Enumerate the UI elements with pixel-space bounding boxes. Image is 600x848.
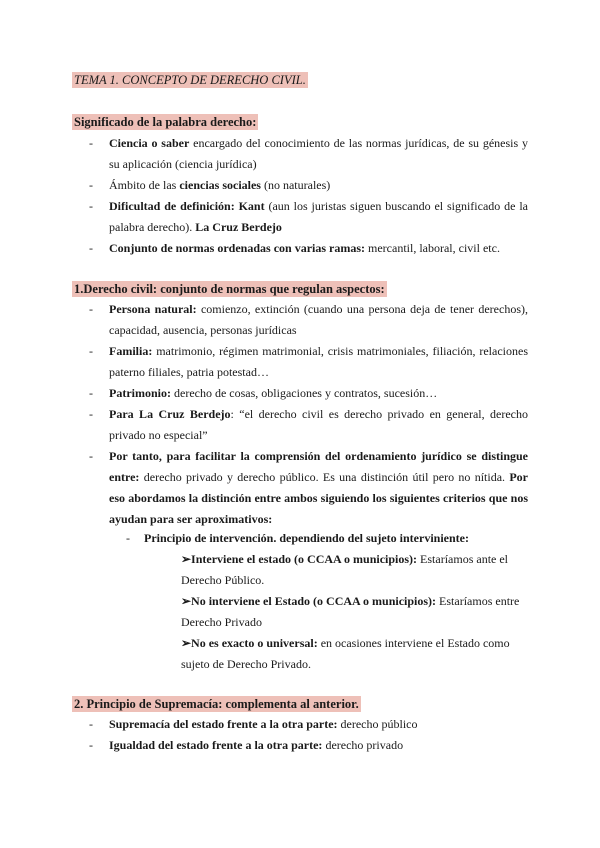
list-item: - Igualdad del estado frente a la otra parte: derecho privado [89, 738, 404, 752]
section-heading-significado: Significado de la palabra derecho: [74, 115, 257, 129]
list-item: - Por tanto, para facilitar la comprensión del ordenamiento jurídico se distingue entre: derecho privado y derecho público. Es una distinción útil pero no nítida. Por eso abordamos la distinción entre ambos siguiendo los siguientes criterios que nos ayudan para ser aproximativos: [89, 449, 528, 526]
page-title: TEMA 1. CONCEPTO DE DERECHO CIVIL. [74, 73, 306, 87]
section-heading-supremacia: 2. Principio de Supremacía: complementa al anterior. [74, 697, 359, 711]
list-item: - Familia: matrimonio, régimen matrimonial, crisis matrimoniales, filiación, relaciones paterno filiales, patria potestad… [89, 344, 528, 379]
list-item: - Ciencia o saber encargado del conocimiento de las normas jurídicas, de su génesis y su aplicación (ciencia jurídica) [89, 136, 528, 171]
section-heading-derecho-civil: 1.Derecho civil: conjunto de normas que regulan aspectos: [74, 282, 385, 296]
list-item: - Para La Cruz Berdejo: “el derecho civil es derecho privado en general, derecho privado no especial” [89, 407, 528, 442]
list-derecho-civil [72, 299, 528, 530]
sub-list-item: - Principio de intervención. dependiendo del sujeto interviniente: [126, 531, 469, 545]
list-item: - Persona natural: comienzo, extinción (cuando una persona deja de tener derechos), capacidad, ausencia, personas jurídicas [89, 302, 528, 337]
list-supremacia [72, 714, 528, 756]
list-item: - Patrimonio: derecho de cosas, obligaciones y contratos, sucesión… [89, 386, 438, 400]
arrow-item: ➢No interviene el Estado (o CCAA o municipios): Estaríamos entre Derecho Privado [181, 594, 520, 629]
arrow-item: ➢Interviene el estado (o CCAA o municipios): Estaríamos ante el Derecho Público. [181, 552, 509, 587]
list-significado [72, 133, 528, 259]
arrow-item: ➢No es exacto o universal: en ocasiones interviene el Estado como sujeto de Derecho Privado. [181, 636, 510, 671]
list-item: - Ámbito de las ciencias sociales (no naturales) [89, 178, 331, 192]
list-item: - Conjunto de normas ordenadas con varias ramas: mercantil, laboral, civil etc. [89, 241, 500, 255]
arrow-list [181, 549, 527, 675]
list-item: - Dificultad de definición: Kant (aun los juristas siguen buscando el significado de la palabra derecho). La Cruz Berdejo [89, 199, 528, 234]
list-item: - Supremacía del estado frente a la otra parte: derecho público [89, 717, 418, 731]
